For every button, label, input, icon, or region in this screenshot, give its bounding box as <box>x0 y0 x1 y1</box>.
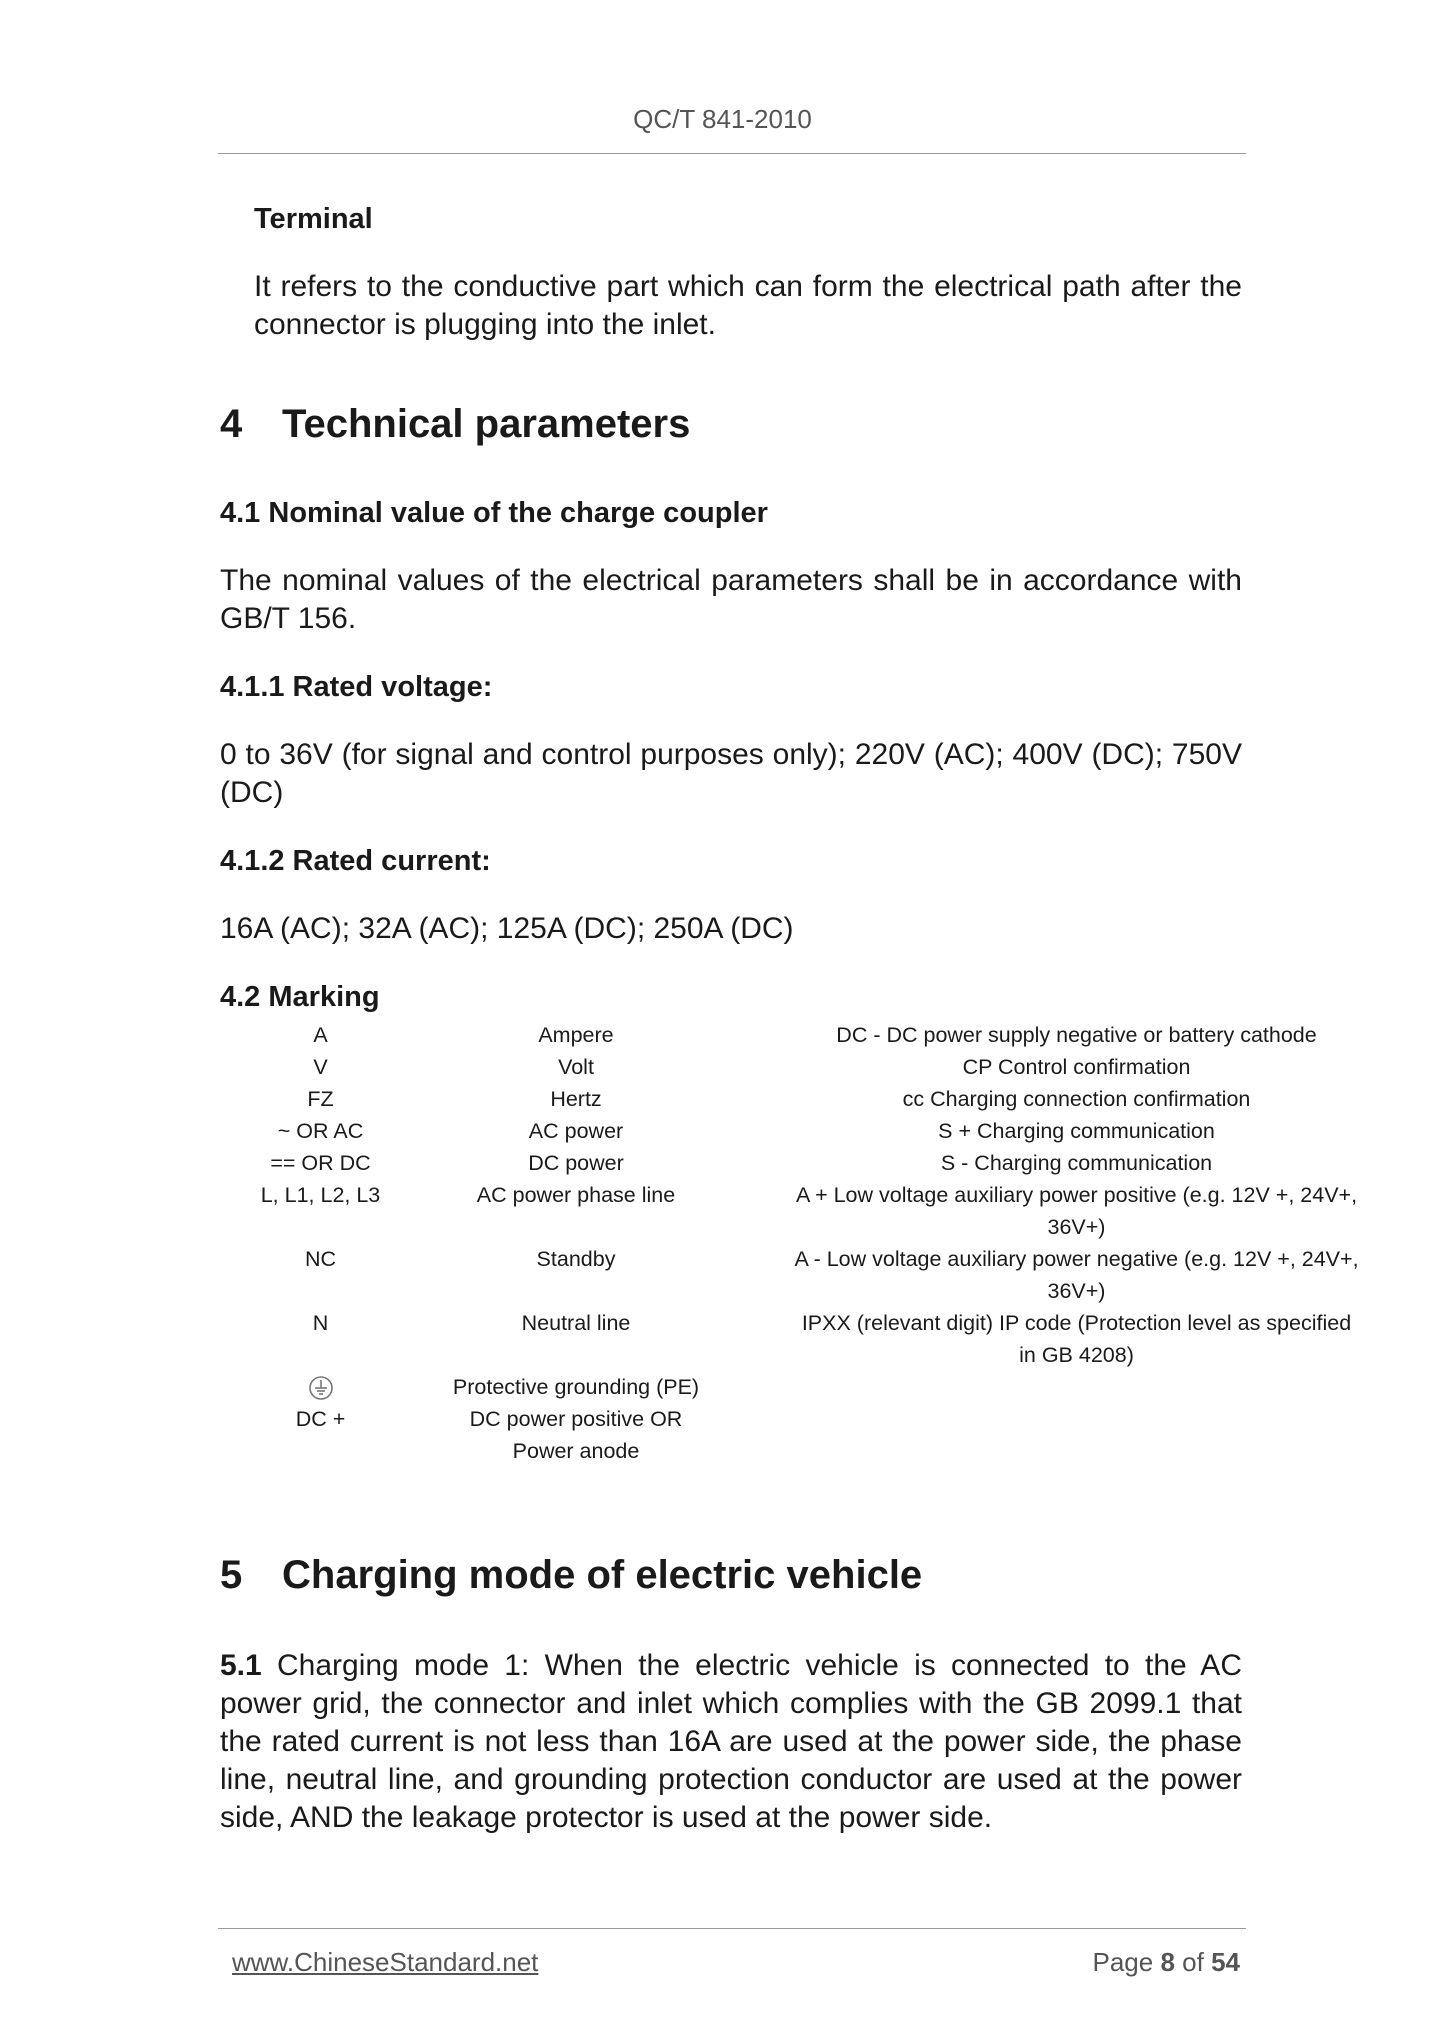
section-5-heading <box>220 1553 922 1598</box>
marking-right-item: S + Charging communication <box>938 1119 1215 1143</box>
marking-symbol-ground <box>228 1371 413 1403</box>
document-code-header: QC/T 841-2010 <box>633 104 812 134</box>
marking-meaning: Ampere <box>538 1023 614 1047</box>
table-row <box>228 1083 1414 1115</box>
section-4-1-2-text: 16A (AC); 32A (AC); 125A (DC); 250A (DC) <box>220 912 794 945</box>
marking-meaning: AC power <box>528 1119 624 1143</box>
section-5-1-text: Charging mode 1: When the electric vehicle is connected to the AC power grid, the connector and inlet which complies with the GB 2099.1 that the rated current is not less than 16A are used at the power side, the phase line, neutral line, and grounding protection conductor are used at the power side, AND the leakage protector is used at the power side. <box>220 1649 1242 1834</box>
section-5-number: 5 <box>220 1553 243 1597</box>
term-title: Terminal <box>254 203 373 235</box>
marking-meaning: Neutral line <box>521 1311 631 1335</box>
page-of: of <box>1182 1947 1204 1977</box>
marking-right-item: cc Charging connection confirmation <box>902 1087 1251 1111</box>
marking-symbol: V <box>313 1055 328 1079</box>
marking-symbol: == OR DC <box>270 1151 371 1175</box>
section-4-2-heading: 4.2 Marking <box>220 981 380 1013</box>
table-row <box>228 1243 1414 1307</box>
section-5-1-text-block <box>220 1647 1242 1837</box>
marking-meaning: Protective grounding (PE) <box>452 1375 700 1399</box>
section-4-1-heading: 4.1 Nominal value of the charge coupler <box>220 497 768 529</box>
marking-meaning: Volt <box>558 1055 594 1079</box>
table-row <box>228 1179 1414 1243</box>
section-5-1-label: 5.1 <box>220 1649 262 1682</box>
marking-right-item: DC - DC power supply negative or battery cathode <box>836 1023 1317 1047</box>
marking-symbol: FZ <box>307 1087 334 1111</box>
section-5-title: Charging mode of electric vehicle <box>282 1553 923 1597</box>
marking-right-item <box>739 1403 1414 1467</box>
table-row <box>228 1371 1414 1403</box>
marking-table <box>228 1019 1414 1467</box>
section-4-1-1-heading: 4.1.1 Rated voltage: <box>220 671 493 703</box>
marking-meaning: Standby <box>536 1247 616 1271</box>
marking-right-item: CP Control confirmation <box>962 1055 1191 1079</box>
section-4-number: 4 <box>220 402 243 446</box>
page-indicator <box>1092 1947 1240 1978</box>
page-prefix: Page <box>1092 1947 1154 1977</box>
footer-divider <box>218 1928 1246 1929</box>
marking-right-item: S - Charging communication <box>940 1151 1213 1175</box>
marking-right-item: A - Low voltage auxiliary power negative (e.g. 12V +, 24V+, 36V+) <box>794 1247 1359 1303</box>
term-definition: It refers to the conductive part which can form the electrical path after the connector is plugging into the inlet. <box>254 270 1242 341</box>
section-4-title: Technical parameters <box>282 402 691 446</box>
marking-symbol: N <box>312 1311 329 1335</box>
section-4-heading <box>220 402 690 447</box>
marking-right-item: A + Low voltage auxiliary power positive (e.g. 12V +, 24V+, 36V+) <box>795 1183 1358 1239</box>
section-4-1-1-text: 0 to 36V (for signal and control purposes only); 220V (AC); 400V (DC); 750V (DC) <box>220 738 1242 809</box>
table-row <box>228 1307 1414 1371</box>
marking-right-item: IPXX (relevant digit) IP code (Protection level as specified in GB 4208) <box>801 1311 1352 1367</box>
table-row <box>228 1403 1414 1467</box>
marking-symbol: NC <box>304 1247 337 1271</box>
marking-symbol: L, L1, L2, L3 <box>260 1183 381 1207</box>
table-row <box>228 1147 1414 1179</box>
marking-meaning: DC power <box>528 1151 624 1175</box>
website-link[interactable]: www.ChineseStandard.net <box>232 1947 539 1977</box>
marking-right-item <box>739 1371 1414 1403</box>
marking-meaning: AC power phase line <box>476 1183 676 1207</box>
protective-earth-icon <box>308 1375 334 1401</box>
table-row <box>228 1051 1414 1083</box>
table-row <box>228 1115 1414 1147</box>
marking-symbol: DC + <box>295 1407 346 1431</box>
section-4-1-2-heading: 4.1.2 Rated current: <box>220 845 491 877</box>
marking-meaning: DC power positive OR Power anode <box>469 1407 683 1463</box>
section-4-1-text: The nominal values of the electrical parameters shall be in accordance with GB/T 156. <box>220 564 1242 635</box>
table-row <box>228 1019 1414 1051</box>
marking-symbol: A <box>313 1023 328 1047</box>
marking-meaning: Hertz <box>550 1087 602 1111</box>
page-total: 54 <box>1211 1947 1240 1977</box>
page-current: 8 <box>1160 1947 1175 1977</box>
header-divider <box>218 153 1246 154</box>
marking-symbol: ~ OR AC <box>277 1119 364 1143</box>
